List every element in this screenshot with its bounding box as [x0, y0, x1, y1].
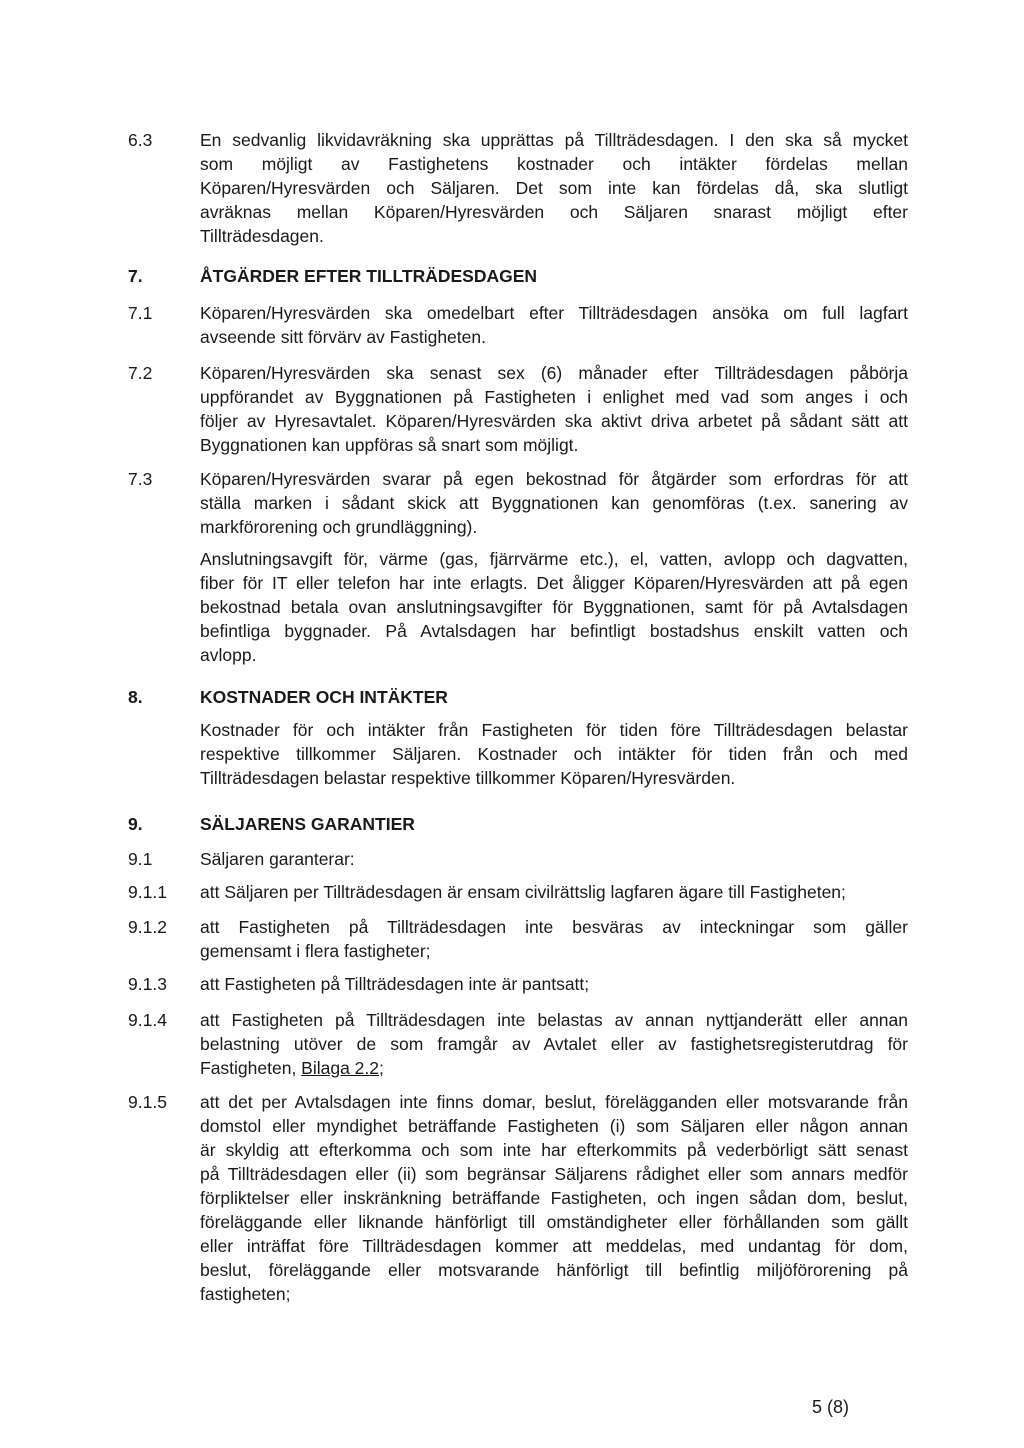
text-line: belastning utöver de som framgår av Avtalet eller av fastighetsregisterutdrag för [200, 1034, 908, 1054]
clause-text [200, 361, 908, 457]
text-line: domstol eller myndighet beträffande Fastigheten (i) som Säljaren eller någon annan [200, 1116, 908, 1136]
text-line: avräknas mellan Köparen/Hyresvärden och Säljaren snarast möjligt efter [200, 202, 908, 222]
page-number: 5 (8) [812, 1397, 850, 1417]
text-line: är skyldig att efterkomma och som inte har efterkommits på vederbörligt sätt senast [200, 1140, 908, 1160]
text-line: markförorening och grundläggning). [200, 517, 478, 537]
text-line: avseende sitt förvärv av Fastigheten. [200, 327, 486, 347]
clause-text [200, 467, 908, 539]
clause-text [200, 128, 908, 248]
text-line: följer av Hyresavtalet. Köparen/Hyresvärden ska aktivt driva arbetet på sådant sätt att [200, 411, 908, 431]
text-line: uppförandet av Byggnationen på Fastigheten i enlighet med vad som anges i och [200, 387, 908, 407]
text-line: beslut, föreläggande eller motsvarande hänförligt till befintlig miljöförorening på [200, 1260, 908, 1280]
section-title: KOSTNADER OCH INTÄKTER [200, 687, 448, 707]
clause-number: 7.1 [128, 303, 153, 323]
text-line: bekostnad betala ovan anslutningsavgifter för Byggnationen, samt för på Avtalsdagen [200, 597, 908, 617]
text-line: En sedvanlig likvidavräkning ska upprättas på Tillträdesdagen. I den ska så mycket [200, 130, 908, 150]
clause-text: att Säljaren per Tillträdesdagen är ensam civilrättslig lagfaren ägare till Fastigheten; [200, 882, 846, 902]
section-number: 7. [128, 266, 143, 286]
text-line: avlopp. [200, 645, 257, 665]
appendix-reference: Bilaga 2.2 [301, 1058, 380, 1078]
text-line: eller inträffat före Tillträdesdagen kommer att meddelas, med undantag för dom, [200, 1236, 908, 1256]
text-line: att Fastigheten på Tillträdesdagen inte besväras av inteckningar som gäller [200, 917, 908, 937]
clause-number: 9.1.3 [128, 974, 167, 994]
clause-number: 6.3 [128, 130, 153, 150]
clause-7-3-paragraph-2 [200, 547, 908, 667]
text-line [200, 1056, 908, 1080]
text-fragment: ; [379, 1058, 384, 1078]
text-line: att det per Avtalsdagen inte finns domar, beslut, förelägganden eller motsvarande från [200, 1092, 908, 1112]
clause-text [200, 1008, 908, 1080]
text-line: Köparen/Hyresvärden ska senast sex (6) månader efter Tillträdesdagen påbörja [200, 363, 908, 383]
text-line: Köparen/Hyresvärden svarar på egen bekostnad för åtgärder som erfordras för att [200, 469, 908, 489]
section-title: SÄLJARENS GARANTIER [200, 814, 415, 834]
clause-text [200, 1090, 908, 1306]
section-title: ÅTGÄRDER EFTER TILLTRÄDESDAGEN [200, 266, 538, 286]
clause-text [200, 301, 908, 349]
clause-text: Säljaren garanterar: [200, 849, 355, 869]
text-line: Köparen/Hyresvärden och Säljaren. Det som inte kan fördelas då, ska slutligt [200, 178, 908, 198]
clause-text: att Fastigheten på Tillträdesdagen inte är pantsatt; [200, 974, 590, 994]
text-line: på Tillträdesdagen eller (ii) som begränsar Säljarens rådighet eller som annars medför [200, 1164, 908, 1184]
section-number: 8. [128, 687, 143, 707]
clause-number: 9.1.1 [128, 882, 167, 902]
clause-number: 7.3 [128, 469, 153, 489]
text-line: föreläggande eller liknande hänförligt till omständigheter eller förhållanden som gällt [200, 1212, 908, 1232]
clause-number: 7.2 [128, 363, 153, 383]
text-line: Byggnationen kan uppföras så snart som möjligt. [200, 435, 579, 455]
text-line: respektive tillkommer Säljaren. Kostnader och intäkter för tiden från och med [200, 744, 908, 764]
text-line: Kostnader för och intäkter från Fastigheten för tiden före Tillträdesdagen belastar [200, 720, 908, 740]
text-line: förpliktelser eller inskränkning beträffande Fastigheten, och ingen sådan dom, beslut, [200, 1188, 908, 1208]
text-line: befintliga byggnader. På Avtalsdagen har befintligt bostadshus enskilt vatten och [200, 621, 908, 641]
text-line: gemensamt i flera fastigheter; [200, 941, 431, 961]
text-line: som möjligt av Fastighetens kostnader och intäkter fördelas mellan [200, 154, 908, 174]
text-fragment: Fastigheten, [200, 1058, 302, 1078]
text-line: fiber för IT eller telefon har inte erlagts. Det åligger Köparen/Hyresvärden att på egen [200, 573, 908, 593]
text-line: ställa marken i sådant skick att Byggnationen kan genomföras (t.ex. sanering av [200, 493, 908, 513]
section-number: 9. [128, 814, 143, 834]
clause-number: 9.1 [128, 849, 153, 869]
text-line: att Fastigheten på Tillträdesdagen inte belastas av annan nyttjanderätt eller annan [200, 1010, 908, 1030]
clause-number: 9.1.4 [128, 1010, 167, 1030]
section-8-text [200, 718, 908, 790]
clause-text [200, 915, 908, 963]
text-line: Köparen/Hyresvärden ska omedelbart efter Tillträdesdagen ansöka om full lagfart [200, 303, 908, 323]
text-line: fastigheten; [200, 1284, 291, 1304]
text-line: Anslutningsavgift för, värme (gas, fjärrvärme etc.), el, vatten, avlopp och dagvatten, [200, 549, 908, 569]
clause-number: 9.1.2 [128, 917, 167, 937]
text-line: Tillträdesdagen belastar respektive tillkommer Köparen/Hyresvärden. [200, 768, 736, 788]
clause-number: 9.1.5 [128, 1092, 167, 1112]
text-line: Tillträdesdagen. [200, 226, 324, 246]
